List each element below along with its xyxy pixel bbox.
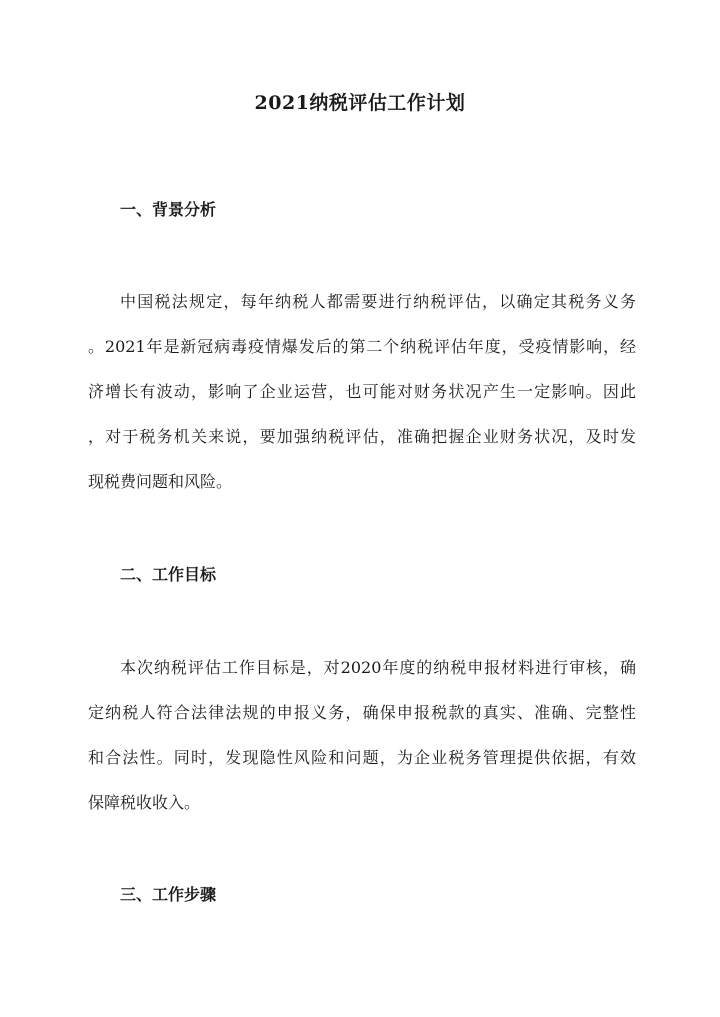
paragraph-line: ，对于税务机关来说，要加强纳税评估，准确把握企业财务状况，及时发: [88, 427, 636, 446]
paragraph-line: 和合法性。同时，发现隐性风险和问题，为企业税务管理提供依据，有效: [88, 748, 636, 767]
paragraph-line: 中国税法规定，每年纳税人都需要进行纳税评估，以确定其税务义务: [120, 292, 636, 311]
paragraph-line: 保障税收收入。: [88, 793, 201, 812]
paragraph-line: 。2021年是新冠病毒疫情爆发后的第二个纳税评估年度，受疫情影响，经: [88, 337, 636, 356]
document-title: 2021纳税评估工作计划: [254, 92, 466, 114]
paragraph-line: 本次纳税评估工作目标是，对2020年度的纳税申报材料进行审核，确: [120, 658, 636, 677]
section-paragraph-background: [88, 279, 636, 504]
section-heading-goals: 二、工作目标: [120, 565, 217, 584]
paragraph-line: 定纳税人符合法律法规的申报义务，确保申报税款的真实、准确、完整性: [88, 703, 636, 722]
section-paragraph-goals: [88, 645, 636, 825]
section-heading-background: 一、背景分析: [120, 200, 217, 219]
paragraph-line: 现税费问题和风险。: [88, 472, 233, 491]
paragraph-line: 济增长有波动，影响了企业运营，也可能对财务状况产生一定影响。因此: [88, 382, 636, 401]
section-heading-steps: 三、工作步骤: [120, 885, 217, 904]
